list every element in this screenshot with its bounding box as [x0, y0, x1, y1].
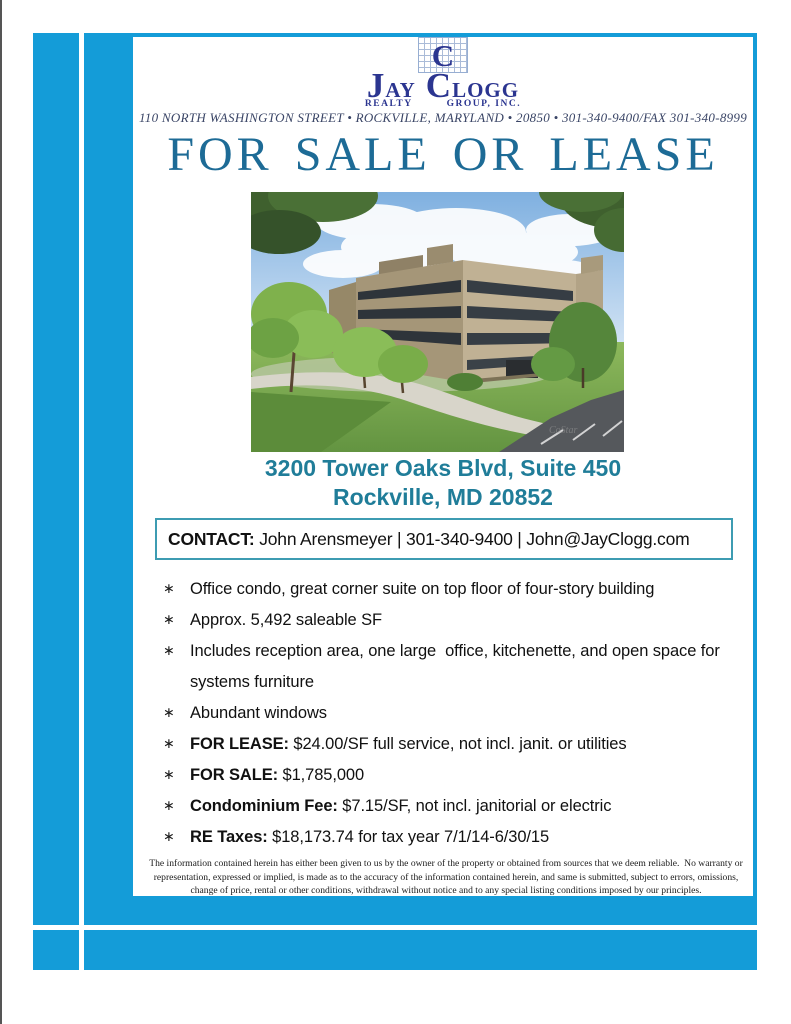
logo-subtitle-realty: REALTY — [364, 99, 413, 109]
asterisk-bullet-icon: ∗ — [163, 736, 175, 752]
asterisk-bullet-icon: ∗ — [163, 643, 175, 659]
feature-text: $7.15/SF, not incl. janitorial or electric — [337, 797, 612, 815]
logo-initial-j: J — [366, 66, 386, 105]
logo-initial-c: C — [425, 66, 453, 105]
building-photo — [251, 192, 624, 452]
logo-monogram: C — [431, 38, 455, 73]
feature-bold: RE Taxes: — [190, 828, 268, 846]
logo-subtitle-group: GROUP, INC. — [446, 99, 522, 109]
list-item — [163, 760, 749, 791]
contact-details: John Arensmeyer | 301-340-9400 | John@JayClogg.com — [254, 528, 690, 549]
logo-subtitle — [133, 99, 753, 109]
list-item — [163, 698, 749, 729]
feature-bold: FOR LEASE: — [190, 735, 289, 753]
feature-text: $1,785,000 — [278, 766, 365, 784]
feature-text: $24.00/SF full service, not incl. janit. or utilities — [288, 735, 627, 753]
frame-white-gap-horizontal — [33, 925, 757, 930]
feature-bold: FOR SALE: — [190, 766, 279, 784]
contact-label: CONTACT: — [168, 528, 255, 549]
list-item — [163, 605, 749, 636]
frame-bottom-band — [133, 896, 757, 970]
page-title: FOR SALE OR LEASE — [167, 128, 719, 181]
feature-text: Abundant windows — [190, 704, 327, 722]
property-address-line1: 3200 Tower Oaks Blvd, Suite 450 — [264, 455, 622, 481]
contact-box — [155, 518, 733, 560]
feature-bold: Condominium Fee: — [190, 797, 338, 815]
list-item — [163, 729, 749, 760]
list-item — [163, 574, 749, 605]
feature-text: Includes reception area, one large office, kitchenette, and open space for systems furniture — [190, 642, 725, 691]
asterisk-bullet-icon: ∗ — [163, 798, 175, 814]
list-item — [163, 791, 749, 822]
asterisk-bullet-icon: ∗ — [163, 767, 175, 783]
list-item — [163, 636, 749, 698]
scan-edge-artifact — [0, 0, 2, 1024]
office-address-line: 110 NORTH WASHINGTON STREET • ROCKVILLE, MARYLAND • 20850 • 301-340-9400/FAX 301-340-8999 — [138, 110, 748, 125]
asterisk-bullet-icon: ∗ — [163, 612, 175, 628]
asterisk-bullet-icon: ∗ — [163, 829, 175, 845]
list-item — [163, 822, 749, 853]
frame-white-gap-vertical — [79, 33, 84, 970]
property-address-line2: Rockville, MD 20852 — [333, 484, 553, 510]
disclaimer-text: The information contained herein has either been given to us by the owner of the property or obtained from sources that we deem reliable. No warranty or representation, expressed or implied, is made as to the accuracy of the information contained herein, and same is submitted, subject to errors, omissions, change of price, rental or other conditions, withdrawal without notice and to any special listing conditions imposed by our principles. — [149, 858, 746, 896]
feature-text: Approx. 5,492 saleable SF — [190, 611, 382, 629]
asterisk-bullet-icon: ∗ — [163, 581, 175, 597]
logo-rest-ay: AY — [385, 78, 416, 102]
frame-right-line — [753, 33, 757, 896]
photo-watermark: CoStar — [549, 425, 578, 436]
feature-text: $18,173.74 for tax year 7/1/14-6/30/15 — [267, 828, 550, 846]
logo-rest-logg: LOGG — [452, 78, 520, 102]
feature-list — [163, 574, 749, 853]
feature-text: Office condo, great corner suite on top floor of four-story building — [190, 580, 655, 598]
asterisk-bullet-icon: ∗ — [163, 705, 175, 721]
